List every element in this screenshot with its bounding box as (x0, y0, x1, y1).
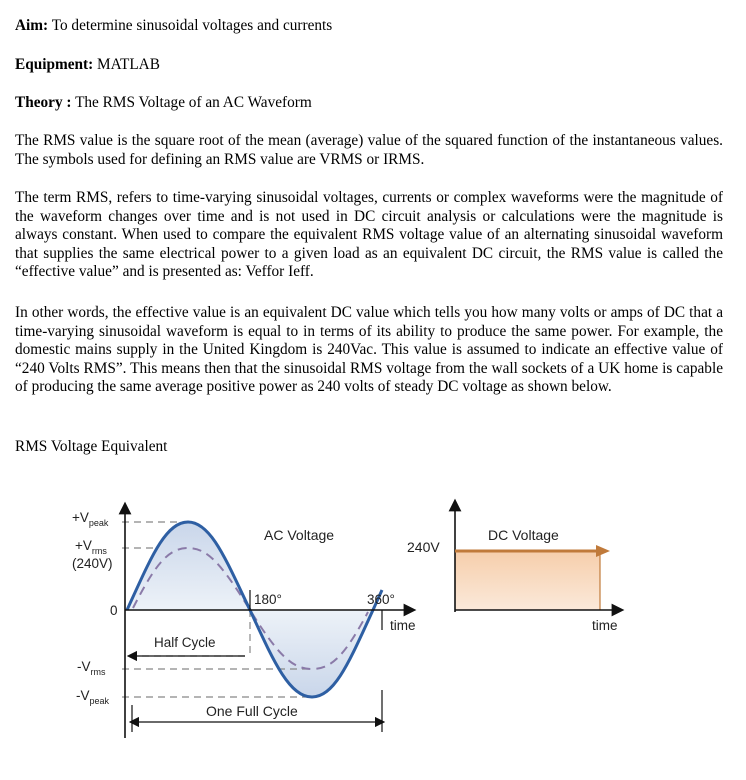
vrms-pos-sub: rms (91, 546, 107, 556)
theory-label: Theory : (15, 94, 72, 111)
time-dc-label: time (592, 618, 618, 633)
dc-level-arrowhead (596, 545, 610, 557)
vrms-neg-sub: rms (90, 667, 106, 677)
vrms-pos-main: +V (75, 538, 92, 553)
paragraph-rms-term: The term RMS, refers to time-varying sinusoidal voltages, currents or complex waveforms were the magnitude of the waveform changes over time and is not used in DC circuit analysis or calculations were the magnitude is always constant. When used to compare the equivalent RMS voltage value of an alternating sinusoidal waveform that supplies the same electrical power to a given load as an equivalent DC circuit, the RMS value is called the “effective value” and is presented as: Veffor Ieff. (15, 189, 723, 281)
equipment-text: MATLAB (93, 56, 160, 73)
half-cycle-label: Half Cycle (154, 635, 216, 650)
negative-half-fill (250, 610, 373, 697)
dc-240v-label: 240V (407, 539, 440, 555)
aim-text: To determine sinusoidal voltages and currents (48, 17, 333, 34)
dc-voltage-title: DC Voltage (488, 527, 559, 543)
vpeak-pos-main: +V (72, 510, 89, 525)
full-cycle-label: One Full Cycle (206, 703, 298, 719)
figure-heading: RMS Voltage Equivalent (15, 438, 168, 455)
vpeak-pos-label (72, 510, 109, 528)
zero-label: 0 (110, 603, 118, 618)
vpeak-pos-sub: peak (88, 518, 109, 528)
vrms-pos-label (75, 538, 107, 556)
vpeak-neg-sub: peak (89, 696, 110, 706)
aim-label: Aim: (15, 17, 49, 34)
dc-fill (455, 551, 600, 610)
paragraph-effective-value: In other words, the effective value is an equivalent DC value which tells you how many volts or amps of DC that a time-varying sinusoidal waveform is equal to in terms of its ability to produce the same power. For example, the domestic mains supply in the United Kingdom is 240Vac. This value is assumed to indicate an effective value of “240 Volts RMS”. This means then that the sinusoidal RMS voltage from the wall sockets of a UK home is capable of producing the same average positive power as 240 volts of steady DC voltage as shown below. (15, 304, 723, 396)
equipment-label: Equipment: (15, 56, 94, 73)
positive-half-fill (127, 522, 250, 610)
vpeak-neg-label (76, 688, 110, 706)
ac-voltage-title: AC Voltage (264, 527, 335, 543)
vrms-neg-label (77, 659, 106, 677)
time-ac-label: time (390, 618, 416, 633)
deg-360-label: 360° (367, 592, 395, 607)
vpeak-neg-main: -V (76, 688, 90, 703)
paragraph-rms-definition: The RMS value is the square root of the mean (average) value of the squared function of the instantaneous values. The symbols used for defining an RMS value are VRMS or IRMS. (15, 132, 723, 168)
vrms-value-label: (240V) (72, 556, 113, 571)
vrms-neg-main: -V (77, 659, 91, 674)
theory-text: The RMS Voltage of an AC Waveform (71, 94, 312, 111)
deg-180-label: 180° (254, 592, 282, 607)
